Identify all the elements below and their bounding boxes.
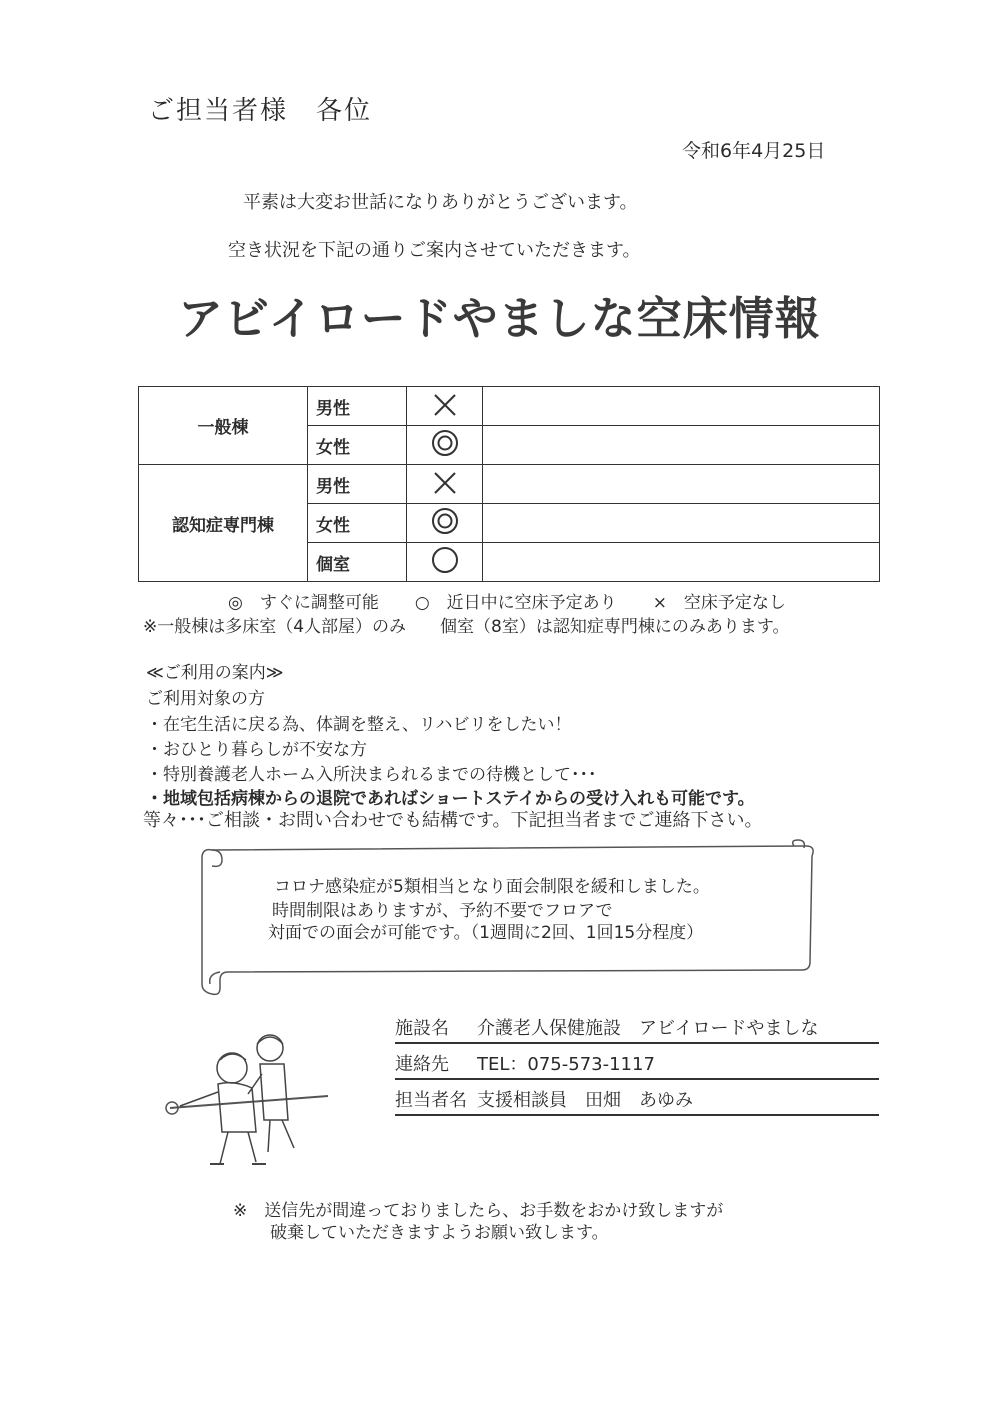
- status-cell: [407, 504, 483, 543]
- double-circle-icon: [430, 428, 460, 458]
- document-date: 令和6年4月25日: [682, 140, 826, 162]
- remarks-cell: [483, 387, 880, 426]
- greeting-line-2: 空き状況を下記の通りご案内させていただきます。: [228, 240, 641, 261]
- footer-line-2: 破棄していただきますようお願い致します。: [270, 1223, 609, 1243]
- table-row: [139, 387, 880, 426]
- category-cell: 女性: [308, 426, 407, 465]
- caregiver-elderly-illustration: [160, 1028, 330, 1170]
- notice-line-3: 対面での面会が可能です。（1週間に2回、1回15分程度）: [268, 923, 704, 943]
- building-general: 一般棟: [139, 387, 308, 465]
- visitation-notice: [198, 838, 816, 998]
- table-row: [139, 465, 880, 504]
- footer-line-1: ※ 送信先が間違っておりましたら、お手数をおかけ致しますが: [233, 1201, 724, 1221]
- circle-icon: [430, 545, 460, 575]
- cross-icon: [430, 468, 460, 498]
- legend: [228, 588, 822, 613]
- legend-none: × 空床予定なし: [652, 593, 786, 613]
- status-cell: [407, 543, 483, 582]
- remarks-cell: [483, 543, 880, 582]
- page-title: アビイロードやましな空床情報: [178, 292, 821, 345]
- phone-row: [395, 1042, 879, 1080]
- target-heading: ご利用対象の方: [146, 689, 265, 709]
- building-dementia: 認知症専門棟: [139, 465, 308, 582]
- cross-icon: [430, 390, 460, 420]
- remarks-cell: [483, 465, 880, 504]
- list-item: ・地域包括病棟からの退院であればショートステイからの受け入れも可能です。: [146, 789, 755, 809]
- legend-available-now: ◎ すぐに調整可能: [228, 593, 379, 613]
- list-item: ・特別養護老人ホーム入所決まられるまでの待機として･･･: [146, 765, 597, 785]
- facility-row: [395, 1006, 879, 1044]
- status-cell: [407, 465, 483, 504]
- legend-available-soon: ○ 近日中に空床予定あり: [414, 593, 617, 613]
- category-cell: 個室: [308, 543, 407, 582]
- facility-value: 介護老人保健施設 アビイロードやましな: [477, 1018, 819, 1039]
- room-type-note: ※一般棟は多床室（4人部屋）のみ 個室（8室）は認知症専門棟にのみあります。: [143, 617, 790, 637]
- guide-heading: ≪ご利用の案内≫: [146, 663, 284, 683]
- phone-label: 連絡先: [395, 1054, 449, 1075]
- notice-line-1: コロナ感染症が5類相当となり面会制限を緩和しました。: [274, 877, 710, 897]
- facility-label: 施設名: [395, 1018, 449, 1039]
- guide-closing: 等々･･･ご相談・お問い合わせでも結構です。下記担当者までご連絡下さい。: [143, 810, 763, 831]
- status-cell: [407, 387, 483, 426]
- category-cell: 女性: [308, 504, 407, 543]
- remarks-cell: [483, 504, 880, 543]
- list-item: ・おひとり暮らしが不安な方: [146, 740, 367, 760]
- remarks-cell: [483, 426, 880, 465]
- double-circle-icon: [430, 506, 460, 536]
- category-cell: 男性: [308, 387, 407, 426]
- addressee: ご担当者様 各位: [148, 96, 373, 126]
- person-row: [395, 1078, 879, 1116]
- notice-line-2: 時間制限はありますが、予約不要でフロアで: [272, 901, 613, 921]
- person-value: 支援相談員 田畑 あゆみ: [477, 1090, 693, 1111]
- category-cell: 男性: [308, 465, 407, 504]
- greeting-line-1: 平素は大変お世話になりありがとうございます。: [243, 192, 638, 213]
- list-item: ・在宅生活に戻る為、体調を整え、リハビリをしたい！: [146, 715, 572, 735]
- phone-value: TEL：075-573-1117: [477, 1054, 655, 1075]
- person-label: 担当者名: [395, 1090, 467, 1111]
- vacancy-table: [138, 386, 880, 582]
- status-cell: [407, 426, 483, 465]
